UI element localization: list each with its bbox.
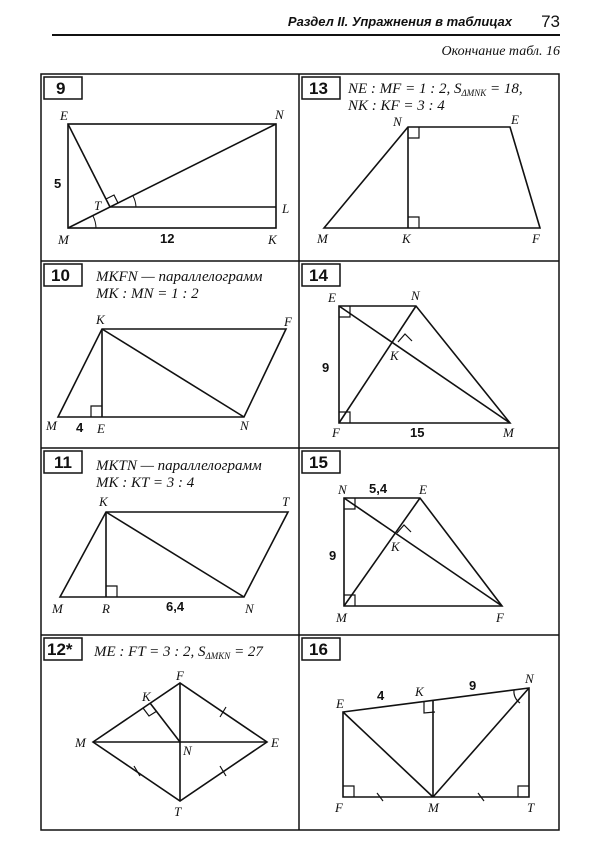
c11-label-K: K: [99, 494, 108, 509]
cell-11: [44, 451, 290, 616]
cell-16: [302, 638, 535, 815]
c12-label-T: T: [174, 804, 182, 819]
table-continuation: Окончание табл. 16: [441, 44, 560, 59]
c16-kn-value: 9: [469, 678, 477, 693]
c14-label-N: N: [411, 288, 420, 303]
c11-condition-2: MK : KT = 3 : 4: [96, 475, 195, 491]
c9-side-value: 5: [54, 176, 62, 191]
c10-label-E: E: [97, 421, 105, 436]
c16-label-F: F: [335, 800, 343, 815]
c9-label-N: N: [275, 107, 284, 122]
c11-condition-1: MKTN — параллелограмм: [96, 458, 262, 474]
c11-label-M: M: [52, 601, 63, 616]
c13-label-E: E: [511, 112, 519, 127]
c10-label-F: F: [284, 314, 292, 329]
cell-14: [302, 264, 515, 440]
cell-13-number: 13: [309, 79, 328, 98]
c9-label-T: T: [94, 198, 102, 213]
c11-rn-value: 6,4: [166, 599, 185, 614]
section-title: Раздел II. Упражнения в таблицах: [287, 14, 512, 29]
c13-label-K: K: [402, 231, 411, 246]
table-grid: [41, 74, 559, 830]
c13-condition-2: NK : KF = 3 : 4: [348, 98, 445, 114]
c11-label-T: T: [282, 494, 290, 509]
c12-label-M: M: [75, 735, 86, 750]
c9-label-L: L: [282, 201, 290, 216]
c15-nm-value: 9: [329, 548, 337, 563]
cell-12: [44, 638, 279, 819]
c14-label-K: K: [390, 348, 399, 363]
c10-label-M: M: [46, 418, 57, 433]
c11-label-N: N: [245, 601, 254, 616]
c13-condition-1: NE : MF = 1 : 2, $S_{\Delta MNK} = 18$,: [348, 81, 523, 98]
c12-label-K: K: [142, 689, 151, 704]
c12-condition: ME : FT = 3 : 2, $S_{\Delta MKN} = 27$: [94, 644, 263, 661]
c11-label-R: R: [102, 601, 110, 616]
c16-ek-value: 4: [377, 688, 385, 703]
c12-label-N: N: [183, 743, 192, 758]
c12-label-E: E: [271, 735, 279, 750]
c12-label-F: F: [176, 668, 184, 683]
c9-label-M: M: [58, 232, 69, 247]
c16-label-T: T: [527, 800, 535, 815]
c13-label-F: F: [532, 231, 540, 246]
c14-label-F: F: [332, 425, 340, 440]
c15-label-M: M: [336, 610, 347, 625]
c13-label-N: N: [393, 114, 402, 129]
c14-label-E: E: [328, 290, 336, 305]
c15-label-N: N: [338, 482, 347, 497]
c9-base-value: 12: [160, 231, 175, 246]
c15-label-F: F: [496, 610, 504, 625]
c13-label-M: M: [317, 231, 328, 246]
c10-me-value: 4: [76, 420, 84, 435]
c14-ef-value: 9: [322, 360, 330, 375]
c14-fm-value: 15: [410, 425, 425, 440]
cell-15: [302, 451, 505, 625]
c9-label-K: K: [268, 232, 277, 247]
c10-label-N: N: [240, 418, 249, 433]
c10-condition-1: MKFN — параллелограмм: [96, 269, 263, 285]
cell-16-number: 16: [309, 640, 328, 659]
c16-label-E: E: [336, 696, 344, 711]
c15-ne-value: 5,4: [369, 481, 388, 496]
c15-label-K: K: [391, 539, 400, 554]
cell-9: [44, 77, 289, 247]
cell-12-number: 12*: [47, 640, 73, 659]
page-number: 73: [541, 12, 560, 31]
c16-label-N: N: [525, 671, 534, 686]
c9-label-E: E: [60, 108, 68, 123]
cell-11-number: 11: [54, 453, 72, 472]
c16-label-M: M: [428, 800, 439, 815]
c10-condition-2: MK : MN = 1 : 2: [96, 286, 199, 302]
c14-label-M: M: [503, 425, 514, 440]
c15-label-E: E: [419, 482, 427, 497]
c10-label-K: K: [96, 312, 105, 327]
cell-15-number: 15: [309, 453, 328, 472]
cell-13: [302, 77, 541, 246]
c16-label-K: K: [415, 684, 424, 699]
cell-9-number: 9: [56, 79, 66, 98]
cell-10-number: 10: [51, 266, 70, 285]
cell-10: [44, 264, 293, 436]
cell-14-number: 14: [309, 266, 328, 285]
